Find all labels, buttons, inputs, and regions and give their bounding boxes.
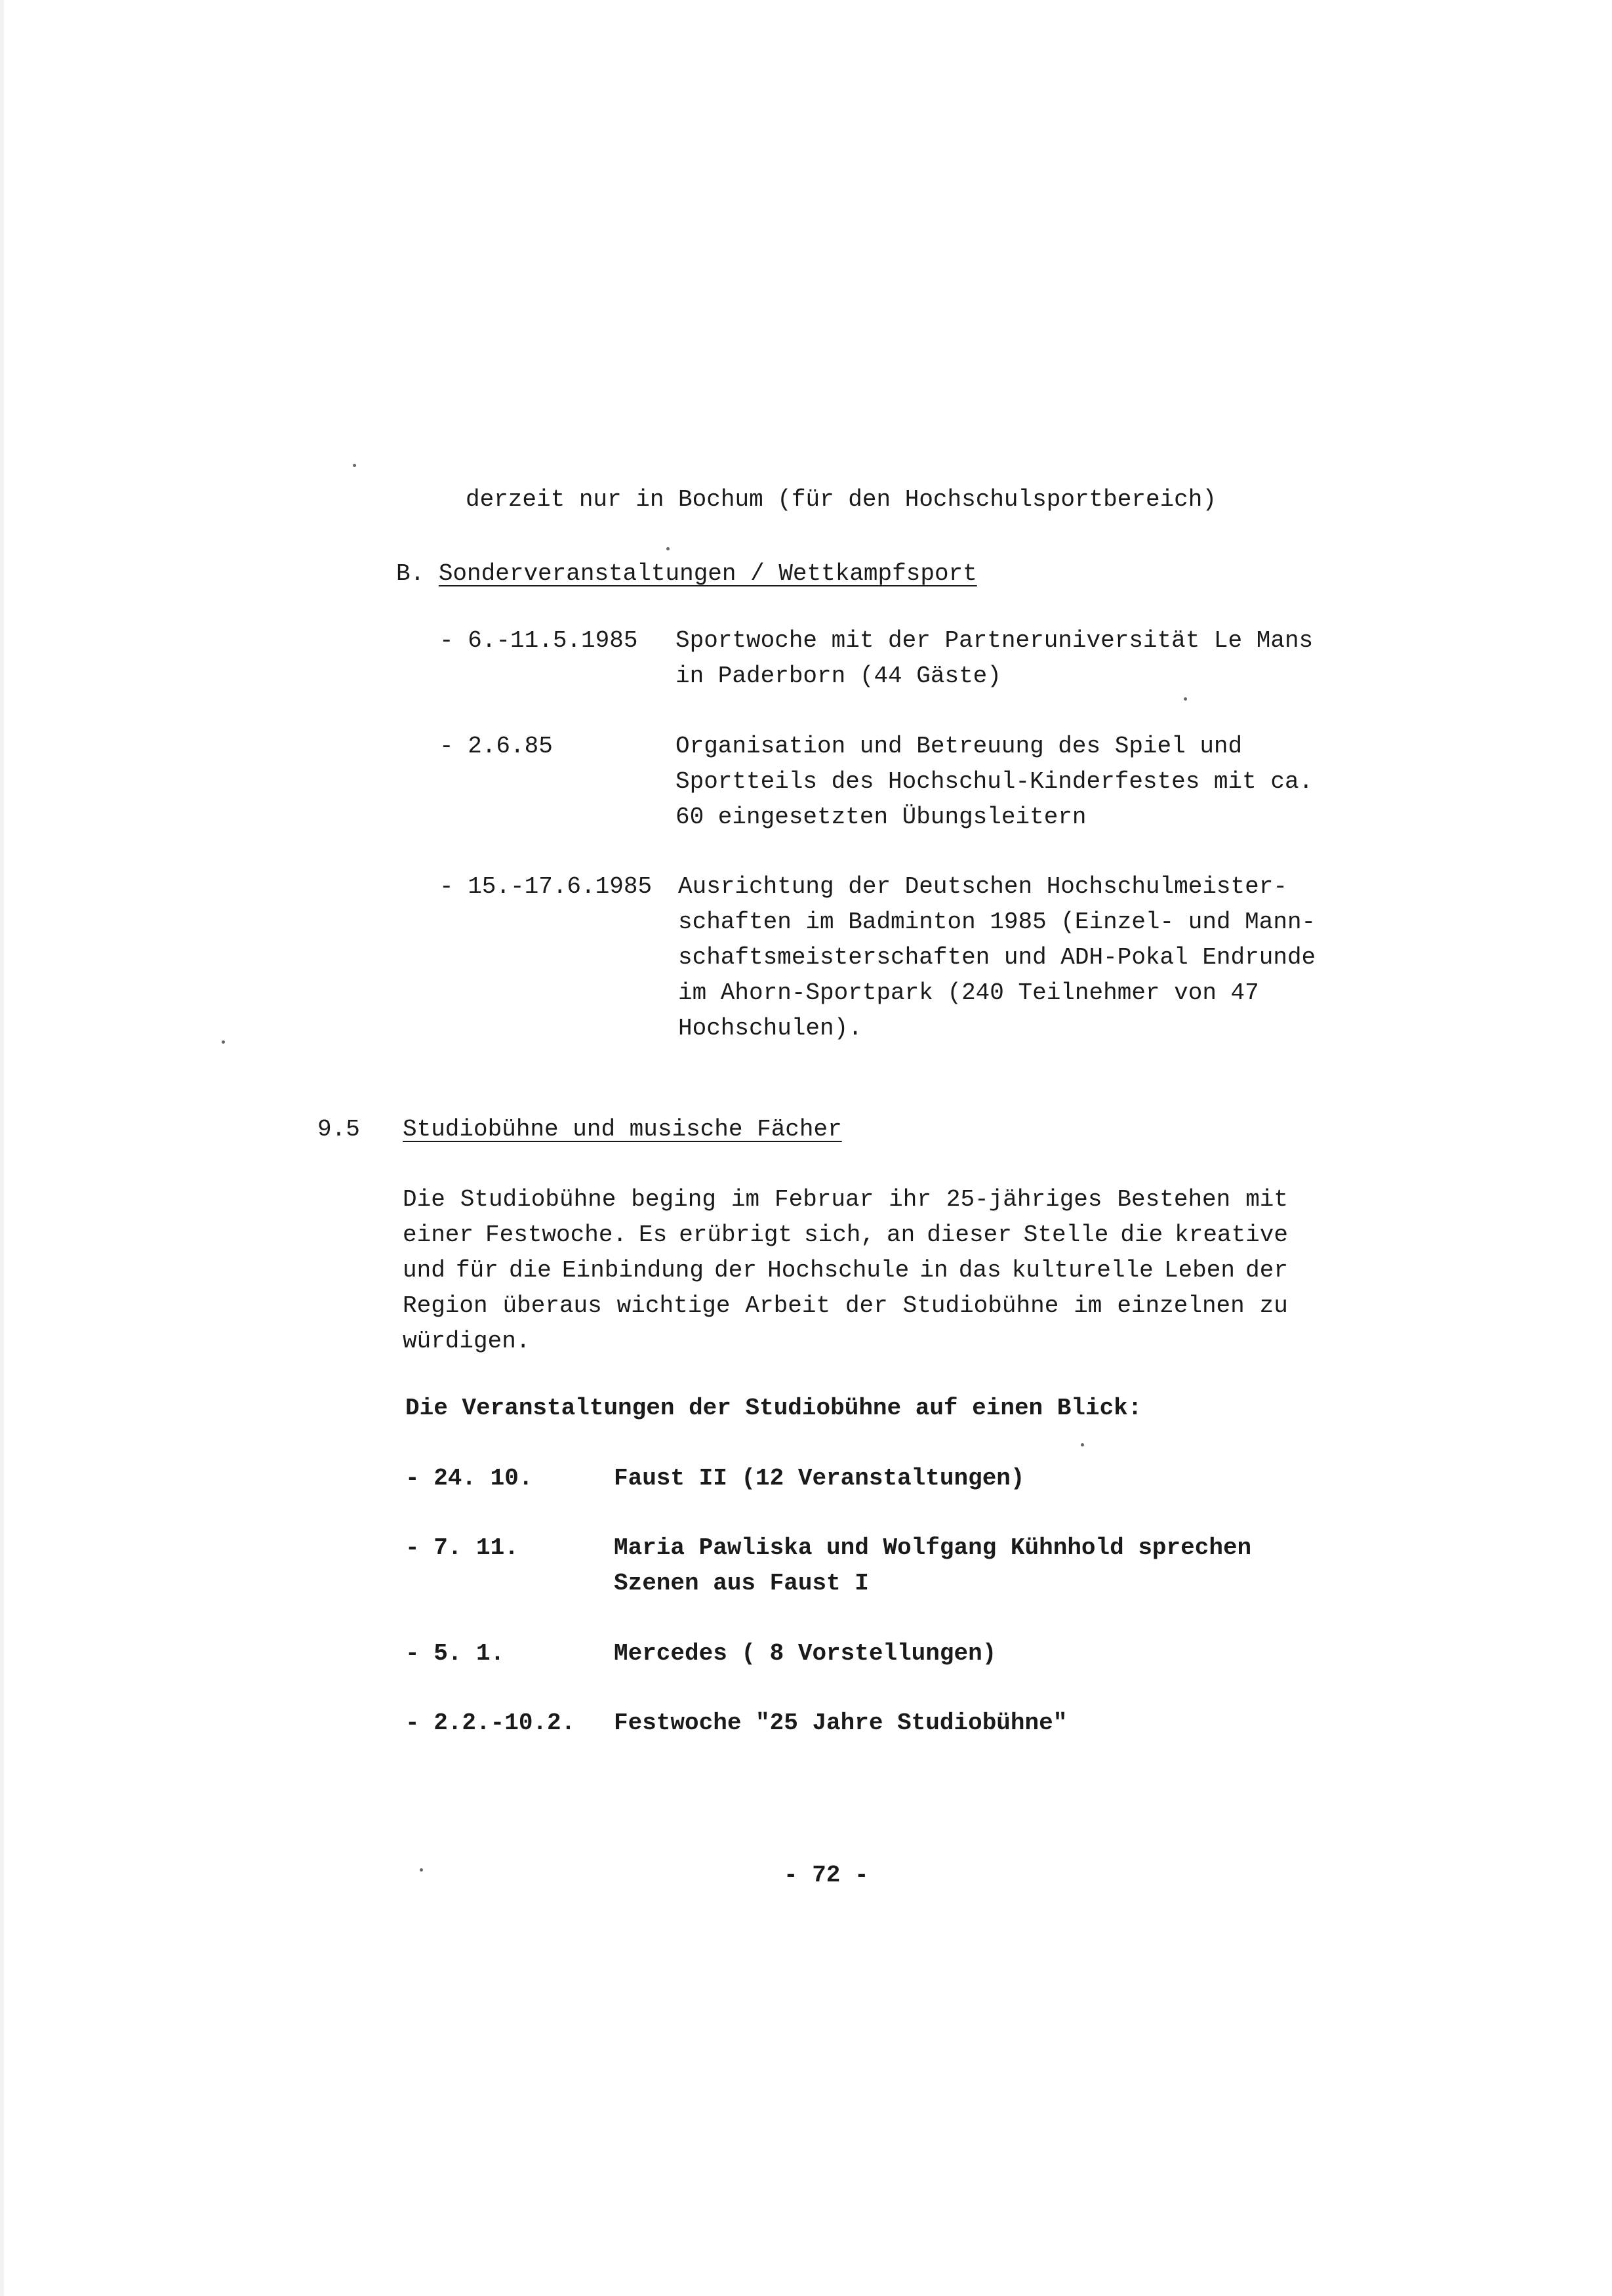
paragraph-line: würdigen. <box>403 1328 531 1355</box>
stage-event-date: - 7. 11. <box>405 1534 519 1561</box>
section-95-title: Studiobühne und musische Fächer <box>403 1116 842 1143</box>
intro-line: derzeit nur in Bochum (für den Hochschulsportbereich) <box>466 486 1217 513</box>
stage-event-description: Maria Pawliska und Wolfgang Kühnhold sprechen Szenen aus Faust I <box>614 1534 1252 1597</box>
paragraph-studiobuehne <box>403 1182 1288 1359</box>
event-description: Sportwoche mit der Partneruniversität Le Mans in Paderborn (44 Gäste) <box>675 627 1314 689</box>
event-description: Ausrichtung der Deutschen Hochschulmeister- schaften im Badminton 1985 (Einzel- und Mann- schaftsmeisterschaften und ADH-Pokal Endrunde im Ahorn-Sportpark (240 Teilnehmer von 47 Hochschulen). <box>678 873 1316 1042</box>
section-b-heading <box>396 556 977 592</box>
event-date: - 15.-17.6.1985 <box>439 873 653 900</box>
page-number: - 72 - <box>784 1862 869 1889</box>
section-b-title: Sonderveranstaltungen / Wettkampfsport <box>438 560 977 587</box>
stage-event-description: Festwoche "25 Jahre Studiobühne" <box>614 1710 1068 1736</box>
scan-speck <box>1184 697 1187 701</box>
paragraph-line: Die Studiobühne beging im Februar ihr 25-jähriges Bestehen mit <box>403 1186 1288 1213</box>
stage-event-date: - 2.2.-10.2. <box>405 1710 576 1736</box>
scan-speck <box>666 547 670 550</box>
stage-event-description: Faust II (12 Veranstaltungen) <box>614 1465 1025 1492</box>
stage-event-description: Mercedes ( 8 Vorstellungen) <box>614 1640 997 1667</box>
event-description: Organisation und Betreuung des Spiel und Sportteils des Hochschul-Kinderfestes mit ca. 60 eingesetzten Übungsleitern <box>675 733 1314 830</box>
stage-event-date: - 24. 10. <box>405 1465 533 1492</box>
scan-speck <box>222 1040 225 1044</box>
paragraph-line: und für die Einbindung der Hochschule in das kulturelle Leben der <box>403 1257 1288 1284</box>
events-overview-heading: Die Veranstaltungen der Studiobühne auf einen Blick: <box>405 1395 1142 1422</box>
scan-speck <box>1081 1443 1084 1446</box>
scan-speck <box>420 1868 423 1872</box>
event-date: - 6.-11.5.1985 <box>439 627 638 654</box>
paragraph-line: Region überaus wichtige Arbeit der Studiobühne im einzelnen zu <box>403 1292 1288 1319</box>
stage-event-date: - 5. 1. <box>405 1640 505 1667</box>
section-95-number: 9.5 <box>317 1116 360 1143</box>
paragraph-line: einer Festwoche. Es erübrigt sich, an dieser Stelle die kreative <box>403 1221 1288 1248</box>
scan-speck <box>353 464 356 467</box>
scan-edge <box>0 0 4 2296</box>
event-date: - 2.6.85 <box>439 733 553 760</box>
section-b-number: B. <box>396 560 425 587</box>
